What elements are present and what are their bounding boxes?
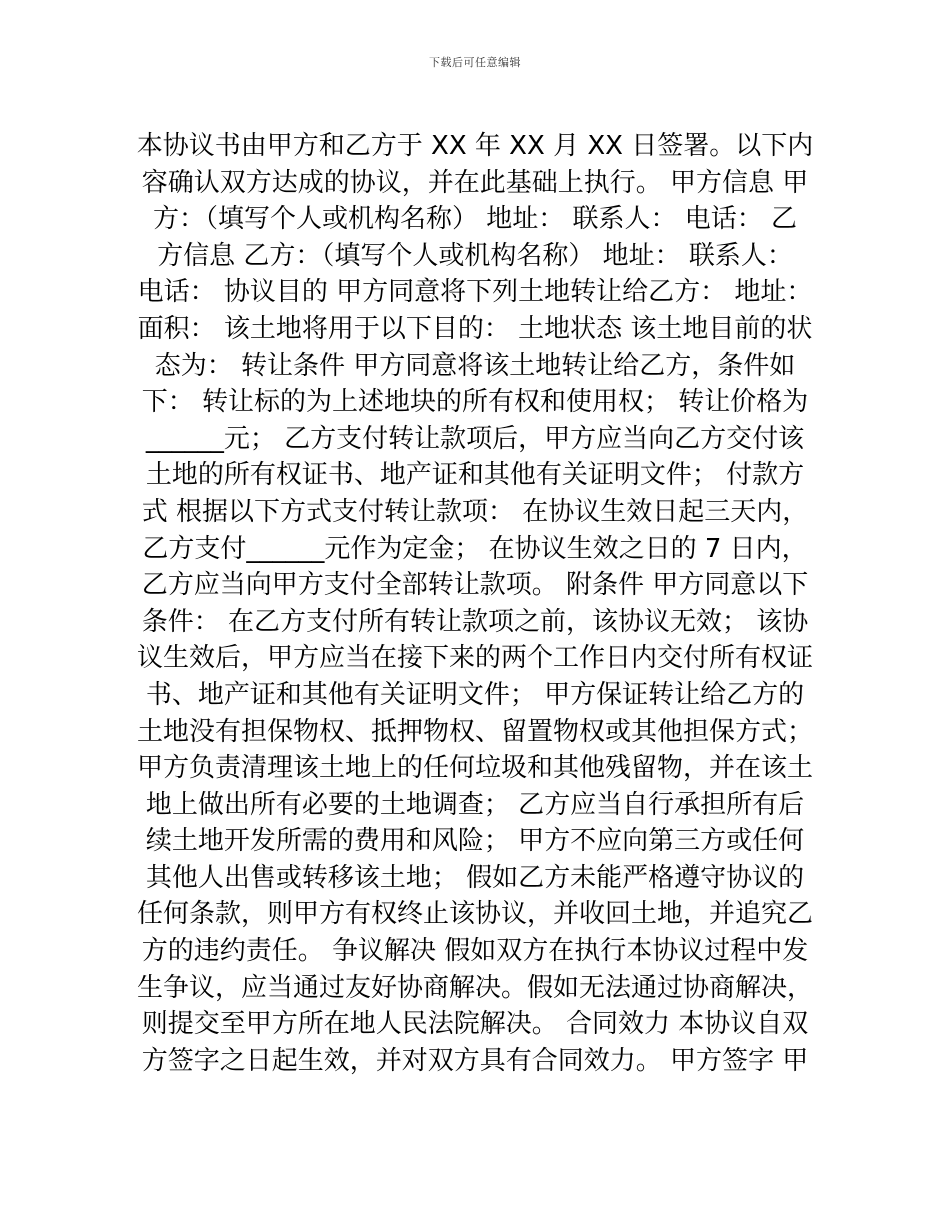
text-line: 面积： 该土地将用于以下目的： 土地状态 该土地目前的状 — [137, 313, 813, 344]
text-line: 其他人出售或转移该土地； 假如乙方未能严格遵守协议的 — [145, 862, 805, 893]
text-line: 续土地开发所需的费用和风险； 甲方不应向第三方或任何 — [145, 826, 805, 857]
text-line: ______元； 乙方支付转让款项后，甲方应当向乙方交付该 — [145, 423, 805, 454]
text-line: 则提交至甲方所在地人民法院解决。 合同效力 本协议自双 — [141, 1009, 809, 1040]
text-line: 甲方负责清理该土地上的任何垃圾和其他残留物，并在该土 — [136, 753, 813, 784]
text-line: 土地没有担保物权、抵押物权、留置物权或其他担保方式； — [136, 716, 813, 747]
text-line: 方的违约责任。 争议解决 假如双方在执行本协议过程中发 — [141, 936, 809, 967]
text-line: 地上做出所有必要的土地调查； 乙方应当自行承担所有后 — [145, 789, 805, 820]
text-line: 态为： 转让条件 甲方同意将该土地转让给乙方，条件如 — [154, 350, 796, 381]
text-line: 任何条款，则甲方有权终止该协议，并收回土地，并追究乙 — [136, 899, 813, 930]
text-line: 方：（填写个人或机构名称） 地址： 联系人： 电话： 乙 — [152, 204, 798, 235]
agreement-body — [110, 128, 840, 1079]
text-line: 议生效后，甲方应当在接下来的两个工作日内交付所有权证 — [136, 643, 813, 674]
page-header-note: 下载后可任意编辑 — [429, 56, 521, 69]
text-line: 电话： 协议目的 甲方同意将下列土地转让给乙方： 地址： — [137, 277, 813, 308]
text-line: 式 根据以下方式支付转让款项： 在协议生效日起三天内， — [141, 496, 809, 527]
text-line: 土地的所有权证书、地产证和其他有关证明文件； 付款方 — [145, 460, 805, 491]
text-line: 生争议，应当通过友好协商解决。假如无法通过协商解决， — [136, 972, 813, 1003]
text-line: 方信息 乙方：（填写个人或机构名称） 地址： 联系人： — [157, 240, 793, 271]
text-line: 本协议书由甲方和乙方于 XX 年 XX 月 XX 日签署。以下内 — [136, 131, 814, 161]
text-line: 条件： 在乙方支付所有转让款项之前，该协议无效； 该协 — [141, 606, 809, 637]
text-line: 下： 转让标的为上述地块的所有权和使用权； 转让价格为 — [141, 387, 809, 418]
text-line: 容确认双方达成的协议，并在此基础上执行。 甲方信息 甲 — [141, 167, 809, 198]
text-line: 乙方应当向甲方支付全部转让款项。 附条件 甲方同意以下 — [141, 570, 809, 601]
text-line: 乙方支付______元作为定金； 在协议生效之日的 7 日内， — [142, 533, 808, 564]
text-line: 书、地产证和其他有关证明文件； 甲方保证转让给乙方的 — [145, 679, 805, 710]
text-line: 方签字之日起生效，并对双方具有合同效力。 甲方签字 甲 — [141, 1045, 809, 1076]
